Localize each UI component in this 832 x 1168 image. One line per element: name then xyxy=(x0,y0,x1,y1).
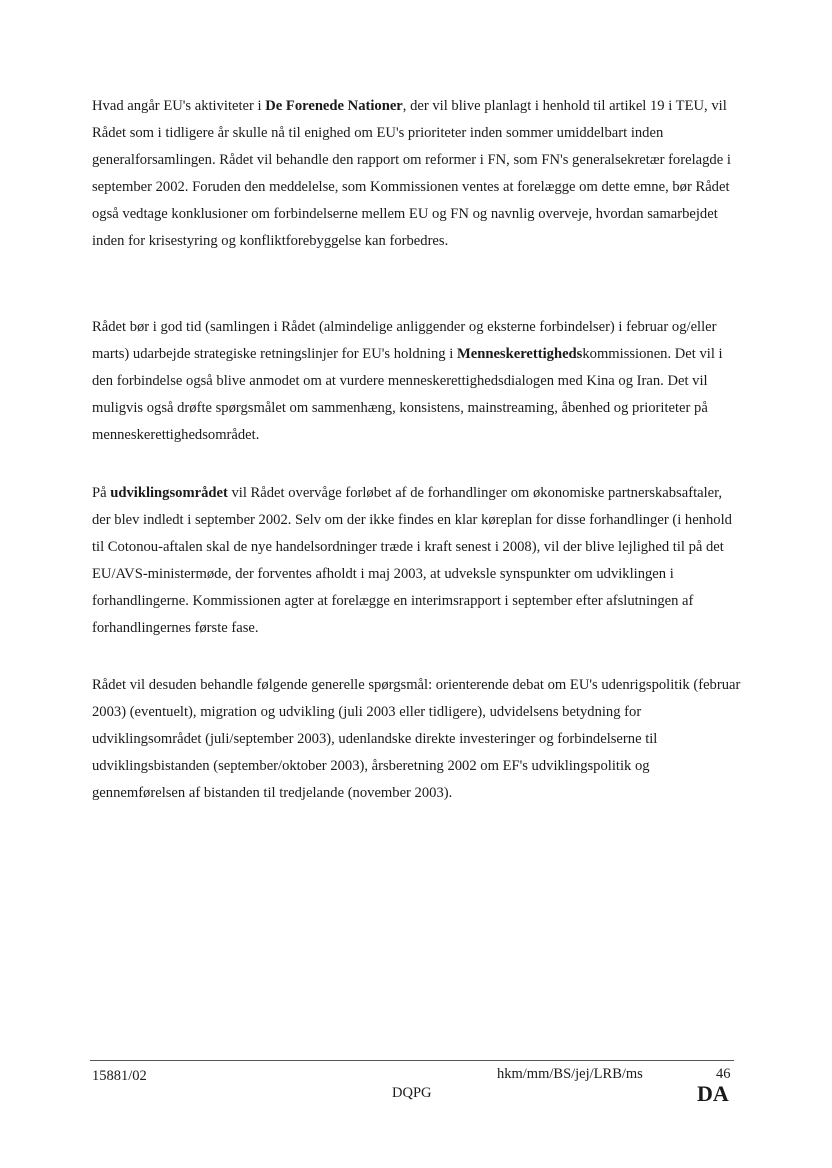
p1-bold-term: De Forenede Nationer xyxy=(265,98,403,114)
paragraph-un-activities xyxy=(92,93,742,255)
footer-dg: DQPG xyxy=(392,1085,432,1101)
p2-text-b: kommissionen. Det vil i den forbindelse også blive anmodet om at vurdere menneskerettighedsdialogen med Kina og Iran. Det vil muligvis også drøfte spørgsmålet om sammenhæng, konsistens, mainstreaming, åbenhed og prioriteter på menneskerettighedsområdet. xyxy=(92,346,723,443)
p2-bold-term: Menneskerettigheds xyxy=(456,346,583,362)
footer-language: DA xyxy=(697,1081,729,1106)
p4-text-a: Rådet vil desuden behandle følgende generelle spørgsmål: orienterende debat om EU's udenrigspolitik (februar 2003) (eventuelt), migration og udvikling (juli 2003 eller tidligere), udvidelsens betydning for udviklingsområdet (juli/september 2003), udenlandske direkte investeringer og forbindelserne til udviklingsbistanden (september/oktober 2003), årsberetning 2002 om EF's udviklingspolitik og gennemførelsen af bistanden til tredjelande (november 2003). xyxy=(92,677,741,801)
p3-bold-term: udviklingsområdet xyxy=(110,485,228,501)
footer-divider xyxy=(90,1060,734,1061)
p2-text-a: Rådet bør i god tid (samlingen i Rådet (almindelige anliggender og eksterne forbindelser) i februar og/eller marts) udarbejde strategiske retningslinjer for EU's holdning i xyxy=(92,319,717,362)
p3-text-b: vil Rådet overvåge forløbet af de forhandlinger om økonomiske partnerskabsaftaler, der blev indledt i september 2002. Selv om der ikke findes en klar køreplan for disse forhandlinger (i henhold til Cotonou-aftalen skal de nye handelsordninger træde i kraft senest i 2008), vil der blive lejlighed til på det EU/AVS-ministermøde, der forventes afholdt i maj 2003, at udveksle synspunkter om udviklingen i forhandlingerne. Kommissionen agter at forelægge en interimsrapport i september efter afslutningen af forhandlingernes første fase. xyxy=(92,485,732,636)
footer-doc-number: 15881/02 xyxy=(92,1068,147,1084)
footer-page-number: 46 xyxy=(716,1066,731,1082)
paragraph-development xyxy=(92,480,742,642)
footer-reference: hkm/mm/BS/jej/LRB/ms xyxy=(497,1066,643,1082)
p1-text-a: Hvad angår EU's aktiviteter i xyxy=(92,98,266,114)
paragraph-general-questions xyxy=(92,672,742,807)
p1-text-b: , der vil blive planlagt i henhold til artikel 19 i TEU, vil Rådet som i tidligere år skulle nå til enighed om EU's prioriteter inden sommer umiddelbart inden generalforsamlingen. Rådet vil behandle den rapport om reformer i FN, som FN's generalsekretær forelagde i september 2002. Foruden den meddelelse, som Kommissionen ventes at forelægge om dette emne, bør Rådet også vedtage konklusioner om forbindelserne mellem EU og FN og navnlig overveje, hvordan samarbejdet inden for krisestyring og konfliktforebyggelse kan forbedres. xyxy=(92,98,731,249)
p3-text-a: På xyxy=(92,485,111,501)
paragraph-human-rights xyxy=(92,314,742,449)
